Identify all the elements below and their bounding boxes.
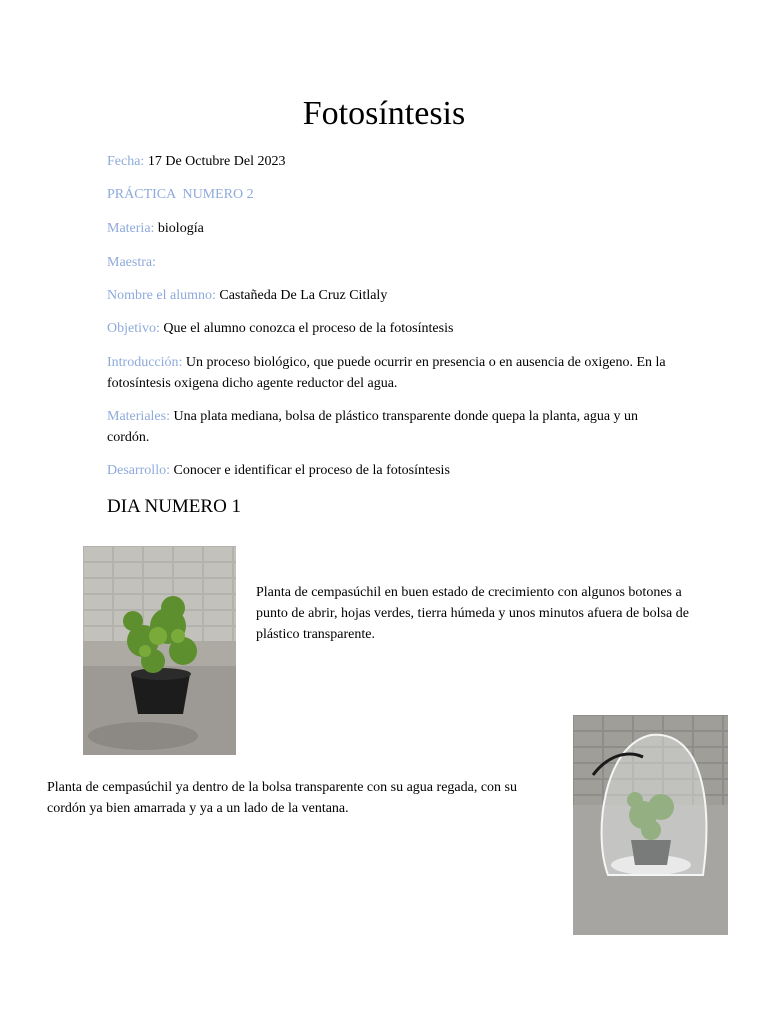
page-title: Fotosíntesis (302, 95, 466, 132)
photo1-caption: Planta de cempasúchil en buen estado de crecimiento con algunos botones a punto de abrir, hojas verdes, tierra húmeda y unos minutos afuera de bolsa de plástico transparente. (256, 585, 689, 642)
field-introduccion (107, 352, 667, 394)
plant-photo-1 (83, 546, 236, 755)
plant-photo-2 (573, 715, 728, 935)
materia-label: Materia: (107, 221, 155, 236)
practica-label: PRÁCTICA NUMERO 2 (107, 187, 254, 202)
objetivo-value: Que el alumno conozca el proceso de la fotosíntesis (163, 321, 454, 336)
materiales-value: Una plata mediana, bolsa de plástico transparente donde quepa la planta, agua y un cordón. (107, 409, 639, 445)
photo2-caption: Planta de cempasúchil ya dentro de la bolsa transparente con su agua regada, con su cordón ya bien amarrada y ya a un lado de la ventana. (47, 780, 517, 816)
field-materia (107, 218, 667, 239)
desarrollo-label: Desarrollo: (107, 463, 170, 478)
materia-value: biología (157, 221, 204, 236)
nombre-value: Castañeda De La Cruz Citlaly (219, 288, 388, 303)
desarrollo-value: Conocer e identificar el proceso de la fotosíntesis (173, 463, 450, 478)
plant-photo-2-image (573, 715, 728, 935)
section-heading: DIA NUMERO 1 (107, 496, 242, 517)
field-practica (107, 184, 667, 205)
maestra-label: Maestra: (107, 255, 156, 270)
field-fecha (107, 151, 667, 172)
plant-photo-1-image (83, 546, 236, 755)
materiales-label: Materiales: (107, 409, 170, 424)
fecha-label: Fecha: (107, 154, 145, 169)
field-materiales (107, 406, 667, 448)
field-desarrollo (107, 460, 667, 481)
nombre-label: Nombre el alumno: (107, 288, 216, 303)
field-nombre (107, 285, 667, 306)
fecha-value: 17 De Octubre Del 2023 (147, 154, 286, 169)
objetivo-label: Objetivo: (107, 321, 160, 336)
field-maestra (107, 252, 667, 273)
introduccion-value: Un proceso biológico, que puede ocurrir en presencia o en ausencia de oxigeno. En la fotosíntesis oxigena dicho agente reductor del agua. (107, 355, 666, 391)
field-objetivo (107, 318, 667, 339)
introduccion-label: Introducción: (107, 355, 183, 370)
